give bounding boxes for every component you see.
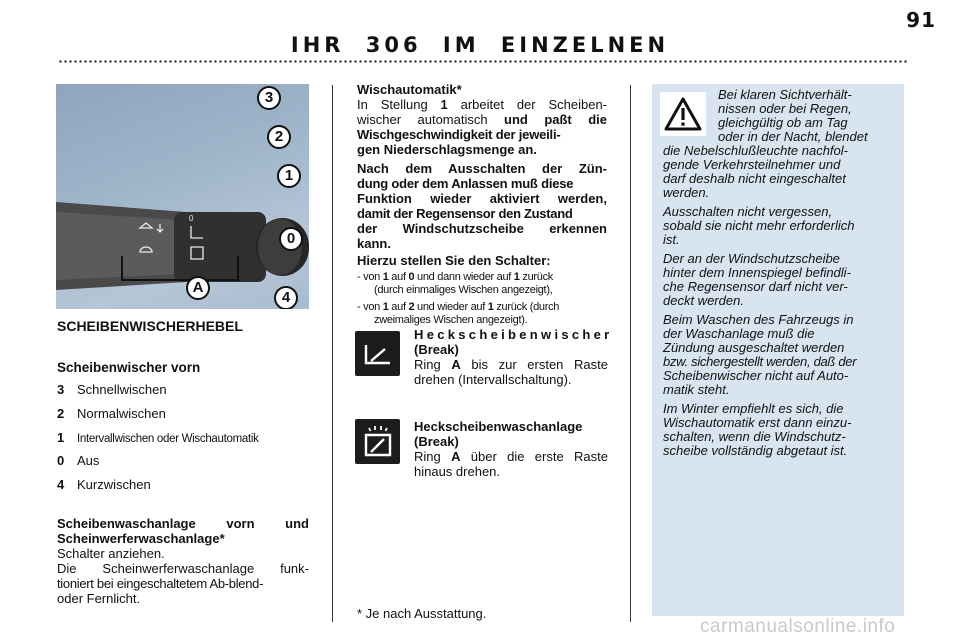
warning-text: [663, 144, 896, 463]
wiper-auto-bold5: der Windschutzscheibe erkennen: [357, 221, 607, 236]
wiper-auto-bold7: Hierzu stellen Sie den Schalter:: [357, 253, 551, 268]
warning-triangle-icon: [660, 92, 706, 136]
front-item-3: 3 Schnellwischen: [57, 382, 167, 397]
rear-washer-section: [414, 419, 608, 479]
washer-heading-line2: Scheinwerferwaschanlage*: [57, 531, 225, 546]
footnote: * Je nach Ausstattung.: [357, 606, 487, 621]
page-number: 91: [906, 8, 936, 32]
wiper-auto-bold2: dung oder dem Anlassen muß diese: [357, 176, 574, 191]
warning-intro-line: Bei klaren Sichtverhält-: [718, 87, 852, 102]
washer-line1: Schalter anziehen.: [57, 546, 165, 561]
warning-p5: Im Winter empfiehlt es sich, die Wischautomatik erst dann einzu- schalten, wenn die Windschutz- scheibe vollständig abgetaut ist.: [663, 401, 852, 458]
wiper-auto-bold6: kann.: [357, 236, 391, 251]
wiper-auto-line2: wischer automatisch und paßt die: [357, 112, 607, 127]
callout-1: 1: [277, 164, 301, 188]
callout-3: 3: [257, 86, 281, 110]
warning-p3: Der an der Windschutzscheibe hinter dem Innenspiegel befindli- che Regensensor darf nicht ver- deckt werden.: [663, 251, 851, 308]
rear-washer-sub: (Break): [414, 434, 459, 449]
page-title: IHR 306 IM EINZELNEN: [290, 33, 670, 57]
wiper-auto-bold4: damit der Regensensor den Zustand: [357, 206, 573, 221]
rear-wiper-section: [414, 327, 613, 387]
front-wiper-heading: Scheibenwischer vorn: [57, 360, 201, 375]
wiper-auto-step2: - von 1 auf 2 und wieder auf 1 zurück (durch zweimaliges Wischen angezeigt).: [357, 301, 560, 326]
wiper-auto-heading: Wischautomatik*: [357, 82, 462, 97]
watermark: carmanualsonline.info: [700, 616, 896, 637]
callout-0: 0: [279, 227, 303, 251]
wiper-auto-step1: - von 1 auf 0 und dann wieder auf 1 zurück (durch einmaliges Wischen angezeigt),: [357, 271, 553, 296]
wiper-auto-section: [357, 82, 607, 327]
washer-section: [57, 516, 309, 606]
warning-intro-line: oder in der Nacht, blendet: [718, 129, 868, 144]
callout-A: A: [186, 276, 210, 300]
rear-wiper-line2: drehen (Intervallschaltung).: [414, 372, 572, 387]
wiper-auto-bold3: Funktion wieder aktiviert werden,: [357, 191, 607, 206]
rear-washer-line2: hinaus drehen.: [414, 464, 501, 479]
wiper-auto-steps: [357, 271, 607, 327]
rear-wiper-sub: (Break): [414, 342, 459, 357]
front-item-2: 2 Normalwischen: [57, 406, 166, 421]
column-divider-left: [332, 85, 333, 622]
wiper-stalk-photo: [56, 84, 309, 309]
washer-line3: tioniert bei eingeschaltetem Ab-blend-: [57, 576, 264, 591]
warning-intro-line: gleichgültig ob am Tag: [718, 115, 848, 130]
svg-text:0: 0: [189, 214, 194, 223]
rear-wiper-line1: Ring A bis zur ersten Raste: [414, 357, 608, 372]
front-item-0: 0 Aus: [57, 453, 100, 468]
wiper-auto-line4: gen Niederschlagsmenge an.: [357, 142, 537, 157]
column-divider-right: [630, 85, 631, 622]
rear-washer-line1: Ring A über die erste Raste: [414, 449, 608, 464]
wiper-auto-line3: Wischgeschwindigkeit der jeweili-: [357, 127, 561, 142]
warning-p2: Ausschalten nicht vergessen, sobald sie nicht mehr erforderlich ist.: [663, 204, 855, 247]
front-item-1: 1 Intervallwischen oder Wischautomatik: [57, 430, 259, 445]
wiper-auto-bold1: Nach dem Ausschalten der Zün-: [357, 161, 607, 176]
warning-intro: [718, 88, 896, 144]
washer-line4: oder Fernlicht.: [57, 591, 141, 606]
wiper-auto-line1: In Stellung 1 arbeitet der Scheiben-: [357, 97, 608, 112]
warning-p4: Beim Waschen des Fahrzeugs in der Waschanlage muß die Zündung ausgeschaltet werden bzw. sichergestellt werden, daß der Scheibenwischer nicht auf Auto- matik steht.: [663, 312, 857, 397]
front-item-4: 4 Kurzwischen: [57, 477, 151, 492]
rear-washer-title: Heckscheibenwaschanlage: [414, 419, 583, 434]
rear-wiper-title: Heckscheibenwischer: [414, 327, 613, 342]
title-dotted-rule: [58, 60, 908, 63]
section-heading: SCHEIBENWISCHERHEBEL: [57, 318, 243, 334]
wiper-stalk-illustration: [56, 84, 309, 309]
warning-p1: die Nebelschlußleuchte nachfol- gende Verkehrsteilnehmer und darf deshalb nicht eingeschaltet werden.: [663, 143, 848, 200]
rear-wiper-icon: [355, 331, 400, 376]
warning-intro-line: nissen oder bei Regen,: [718, 101, 852, 116]
rear-washer-icon: [355, 419, 400, 464]
washer-line2: Die Scheinwerferwaschanlage funk-: [57, 561, 309, 576]
callout-2: 2: [267, 125, 291, 149]
callout-4: 4: [274, 286, 298, 309]
washer-heading-line1: Scheibenwaschanlage vorn und: [57, 516, 309, 531]
